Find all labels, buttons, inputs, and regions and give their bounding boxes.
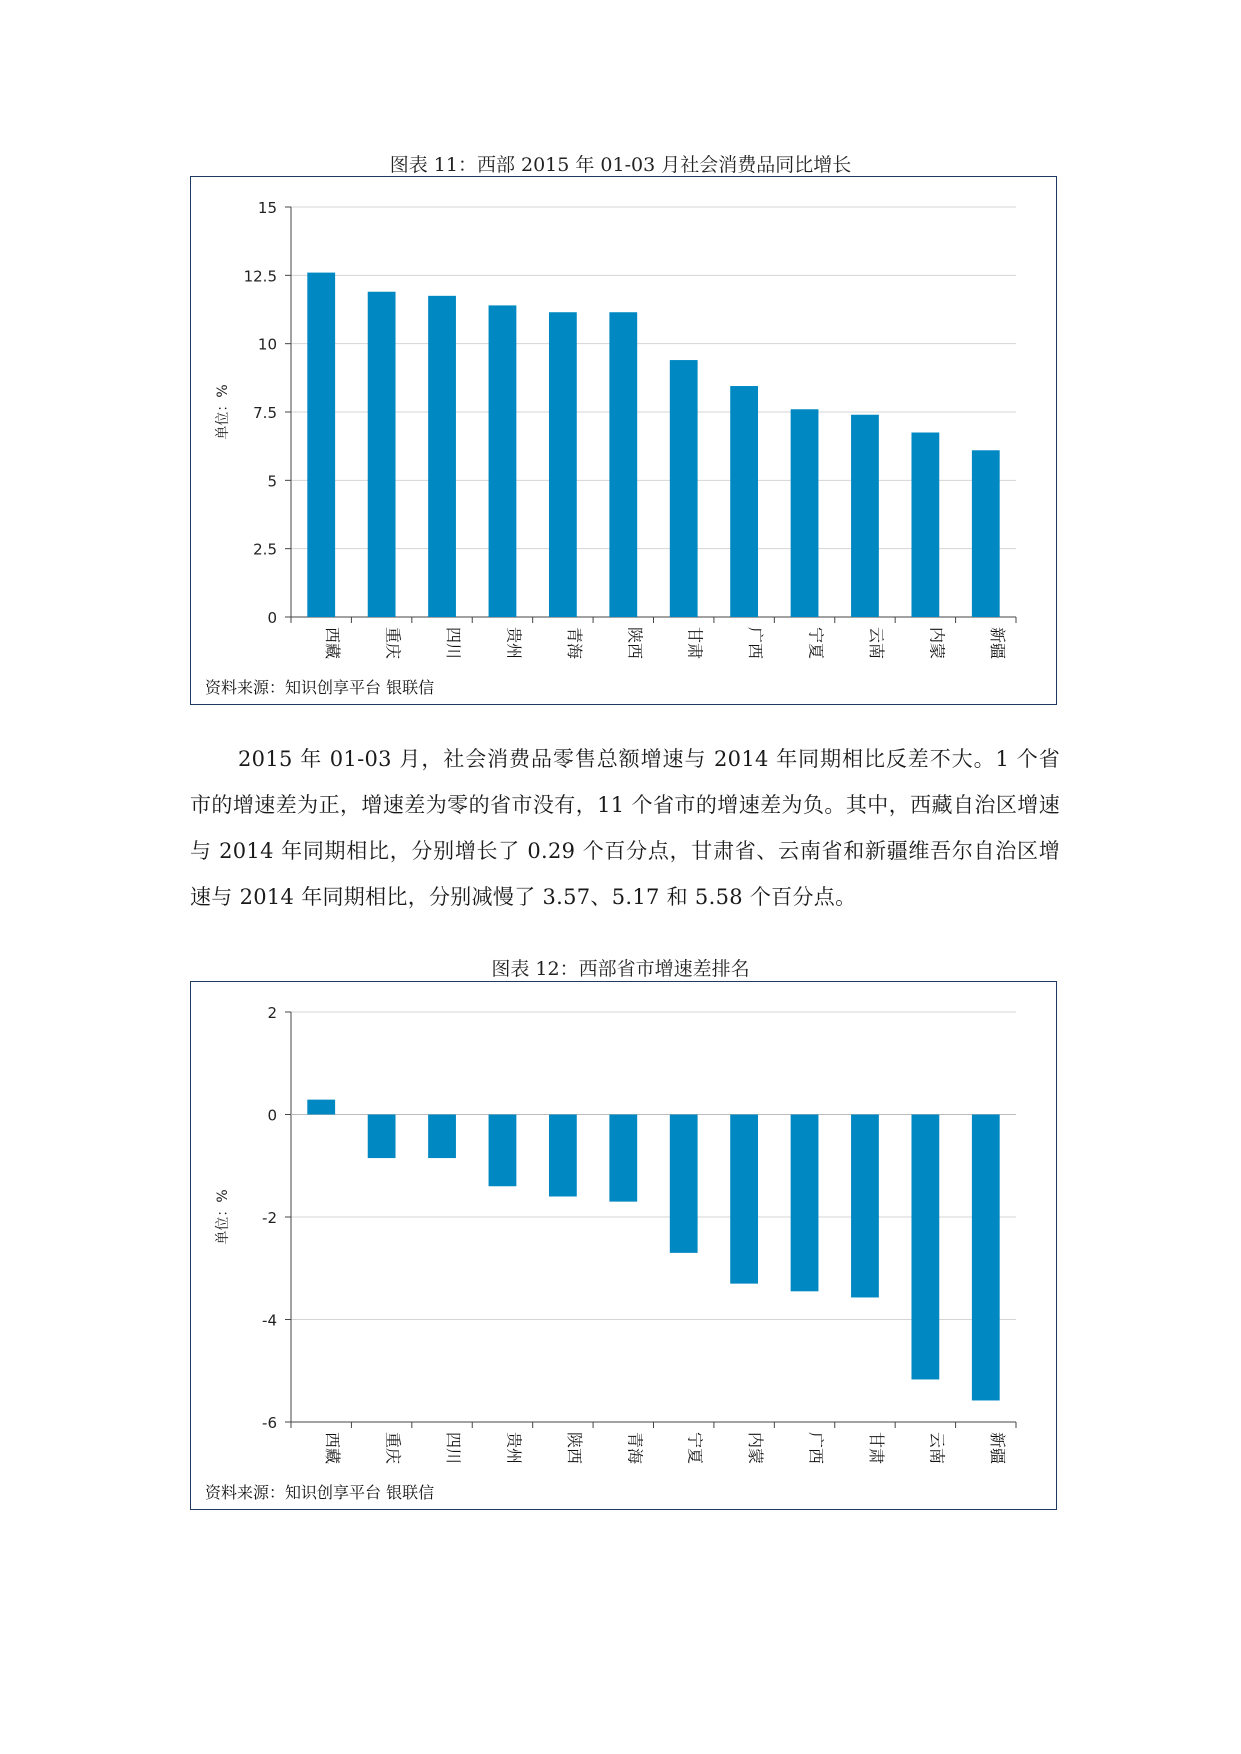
y-tick-label: 12.5: [243, 267, 277, 286]
bar-新疆: [972, 450, 1000, 617]
chart-1-container: [190, 176, 1057, 705]
bar-广西: [791, 1115, 819, 1292]
x-tick-label: 重庆: [383, 1432, 403, 1465]
bar-青海: [609, 1115, 637, 1202]
y-tick-label: 10: [257, 335, 277, 354]
y-tick-label: -4: [262, 1311, 277, 1330]
bar-宁夏: [791, 409, 819, 617]
bar-云南: [851, 415, 879, 617]
y-tick-label: 0: [267, 609, 277, 627]
x-tick-label: 青海: [625, 1432, 645, 1465]
bar-内蒙: [730, 1115, 758, 1284]
x-tick-label: 陕西: [625, 627, 645, 660]
x-tick-label: 贵州: [504, 627, 524, 660]
chart-2-svg: [191, 982, 1055, 1508]
chart-1-svg: [191, 177, 1055, 703]
bar-西藏: [307, 1100, 335, 1115]
x-tick-label: 四川: [444, 1432, 464, 1465]
bar-宁夏: [670, 1115, 698, 1253]
x-tick-label: 甘肃: [866, 1432, 886, 1465]
bar-广西: [730, 386, 758, 617]
chart-2-caption: 图表 12：西部省市增速差排名: [491, 958, 750, 980]
bar-贵州: [489, 305, 517, 617]
bar-新疆: [972, 1115, 1000, 1401]
paragraph-text: 2015 年 01-03 月，社会消费品零售总额增速与 2014 年同期相比反差不大。1 个省市的增速差为正，增速差为零的省市没有，11 个省市的增速差为负。其中，西藏自治区增速与 2014 年同期相比，分别增长了 0.29 个百分点，甘肃省、云南省和新疆维吾尔自治区增速与 2014 年同期相比，分别减慢了 3.57、5.17 和 5.58 个百分点。: [190, 747, 1060, 909]
y-axis-title: 单位：%: [215, 1189, 231, 1245]
x-tick-label: 广西: [806, 1432, 826, 1465]
x-tick-label: 青海: [564, 627, 584, 660]
chart-2-source: 资料来源：知识创享平台 银联信: [205, 1483, 435, 1502]
y-axis-title: 单位：%: [215, 384, 231, 440]
bar-云南: [911, 1115, 939, 1380]
x-tick-label: 内蒙: [927, 627, 947, 660]
y-tick-label: 0: [267, 1106, 277, 1125]
body-paragraph: [190, 736, 1060, 920]
x-tick-label: 新疆: [987, 1432, 1007, 1465]
x-tick-label: 贵州: [504, 1432, 524, 1465]
bar-陕西: [609, 312, 637, 617]
chart-2-container: [190, 981, 1057, 1510]
y-tick-label: -6: [262, 1414, 277, 1432]
bar-重庆: [368, 292, 396, 617]
bar-甘肃: [670, 360, 698, 617]
y-tick-label: 7.5: [253, 404, 277, 422]
y-tick-label: 15: [257, 199, 277, 217]
bar-陕西: [549, 1115, 577, 1197]
y-tick-label: 5: [267, 472, 277, 491]
y-tick-label: -2: [262, 1209, 277, 1227]
x-tick-label: 西藏: [323, 1432, 343, 1465]
bar-四川: [428, 1115, 456, 1159]
bar-青海: [549, 312, 577, 617]
bar-内蒙: [911, 433, 939, 618]
x-tick-label: 宁夏: [685, 1432, 705, 1465]
chart-1-source: 资料来源：知识创享平台 银联信: [205, 678, 435, 697]
bar-四川: [428, 296, 456, 617]
x-tick-label: 四川: [444, 627, 464, 660]
bar-西藏: [307, 273, 335, 617]
bar-重庆: [368, 1115, 396, 1159]
x-tick-label: 广西: [746, 627, 766, 660]
x-tick-label: 新疆: [987, 627, 1007, 660]
y-tick-label: 2.5: [253, 540, 277, 559]
x-tick-label: 云南: [866, 627, 886, 660]
x-tick-label: 内蒙: [746, 1432, 766, 1465]
y-tick-label: 2: [267, 1004, 277, 1022]
bar-甘肃: [851, 1115, 879, 1298]
x-tick-label: 云南: [927, 1432, 947, 1465]
x-tick-label: 西藏: [323, 627, 343, 660]
x-tick-label: 甘肃: [685, 627, 705, 660]
chart-1-caption: 图表 11：西部 2015 年 01-03 月社会消费品同比增长: [389, 154, 852, 176]
x-tick-label: 宁夏: [806, 627, 826, 660]
x-tick-label: 陕西: [564, 1432, 584, 1465]
x-tick-label: 重庆: [383, 627, 403, 660]
bar-贵州: [489, 1115, 517, 1187]
